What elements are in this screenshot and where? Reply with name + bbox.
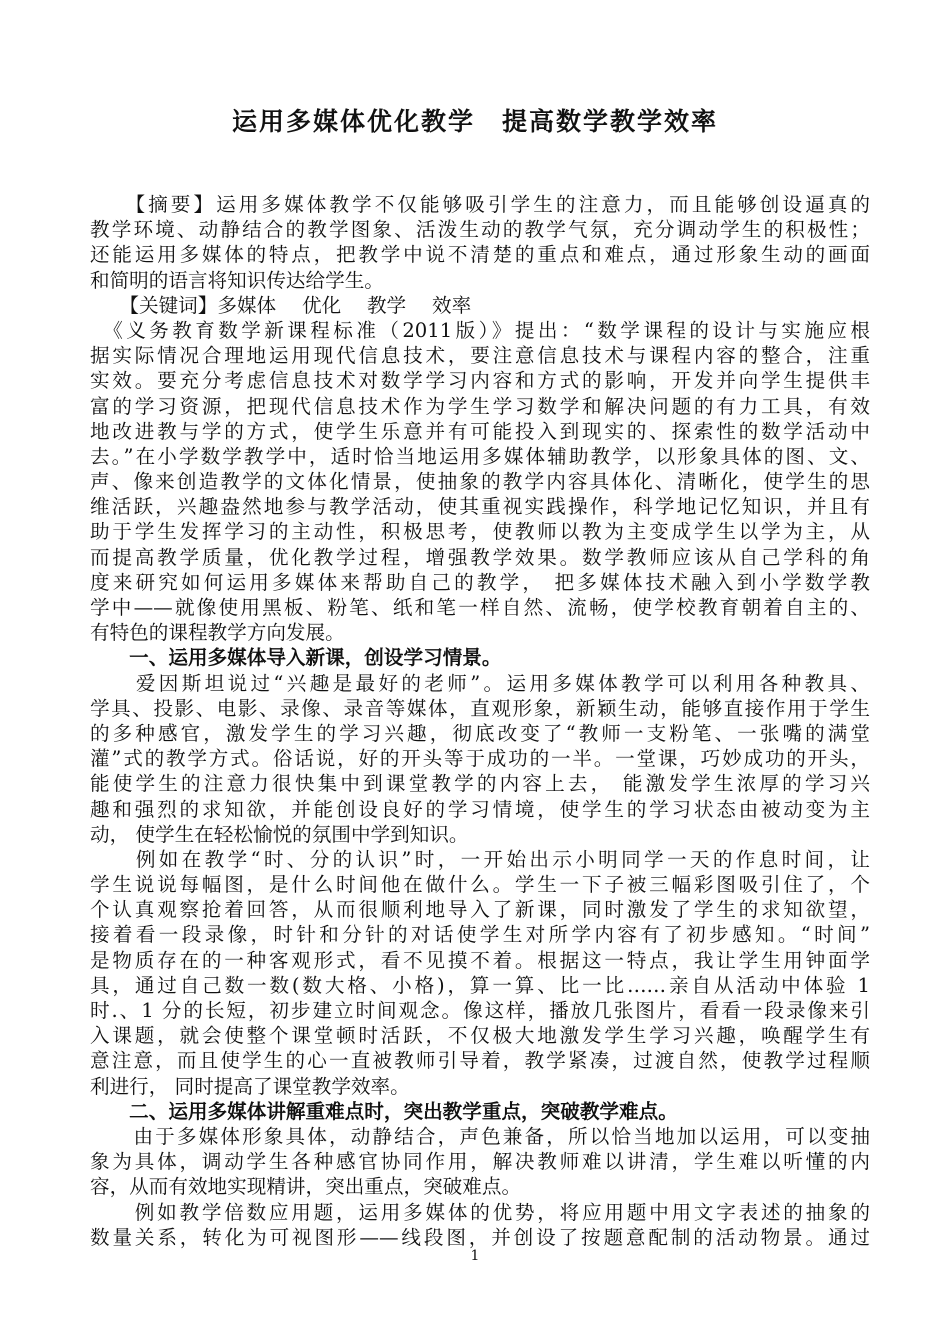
text-line: 具，通过自己数一数(数大格、小格)，算一算、比一比……亲自从活动中体验 1: [90, 973, 870, 997]
document-title: 运用多媒体优化教学 提高数学教学效率: [231, 107, 718, 136]
text-line: 维活跃，兴趣盎然地参与教学活动，使其重视实践操作，科学地记忆知识，并且有: [90, 495, 870, 519]
text-line: 利进行， 同时提高了课堂教学效率。: [90, 1074, 410, 1098]
text-line: 去。”在小学数学教学中，适时恰当地运用多媒体辅助教学，以形象具体的图、文、: [90, 444, 870, 468]
text-line: 【摘要】运用多媒体教学不仅能够吸引学生的注意力，而且能够创设逼真的: [90, 193, 870, 216]
text-line: 【关键词】多媒体 优化 教学 效率: [90, 293, 472, 317]
text-line: 助于学生发挥学习的主动性，积极思考，使教师以教为主变成学生以学为主，从: [90, 520, 870, 544]
section-heading-line: 二、运用多媒体讲解重难点时，突出教学重点，突破教学难点。: [90, 1099, 678, 1123]
text-line: 学具、投影、电影、录像、录音等媒体，直观形象，新颖生动，能够直接作用于学生: [90, 696, 870, 720]
text-line: 入课题，就会使整个课堂顿时活跃，不仅极大地激发学生学习兴趣，唤醒学生有: [90, 1024, 870, 1048]
text-line: 度来研究如何运用多媒体来帮助自己的教学， 把多媒体技术融入到小学数学教: [90, 570, 870, 594]
text-line: 爱因斯坦说过“兴趣是最好的老师”。运用多媒体教学可以利用各种教具、: [90, 671, 870, 695]
text-line: 而提高教学质量，优化教学过程，增强教学效果。数学教师应该从自己学科的角: [90, 545, 870, 569]
text-line: 的多种感官，激发学生的学习兴趣，彻底改变了“教师一支粉笔、一张嘴的满堂: [90, 721, 870, 745]
text-line: 例如教学倍数应用题，运用多媒体的优势，将应用题中用文字表述的抽象的: [90, 1200, 870, 1224]
text-line: 和简明的语言将知识传达给学生。: [90, 268, 384, 292]
text-line: 地改进教与学的方式，使学生乐意并有可能投入到现实的、探索性的数学活动中: [90, 419, 870, 443]
text-line: 实效。要充分考虑信息技术对数学学习内容和方式的影响，开发并向学生提供丰: [90, 369, 870, 393]
text-line: 时.、1 分的长短，初步建立时间观念。像这样，播放几张图片，看看一段录像来引: [90, 999, 870, 1022]
text-line: 容，从而有效地实现精讲，突出重点，突破难点。: [90, 1175, 522, 1199]
text-line: 例如在教学“时、分的认识”时，一开始出示小明同学一天的作息时间，让: [90, 847, 870, 871]
section-heading-line: 一、运用多媒体导入新课，创设学习情景。: [90, 646, 502, 670]
text-line: 灌”式的教学方式。俗话说，好的开头等于成功的一半。一堂课，巧妙成功的开头，: [90, 747, 870, 771]
text-line: 接着看一段录像，时针和分针的对话使学生对所学内容有了初步感知。“时间”: [90, 923, 870, 947]
text-line: 能使学生的注意力很快集中到课堂教学的内容上去， 能激发学生浓厚的学习兴: [90, 772, 870, 796]
text-line: 趣和强烈的求知欲，并能创设良好的学习情境，使学生的学习状态由被动变为主: [90, 797, 870, 821]
text-line: 据实际情况合理地运用现代信息技术，要注意信息技术与课程内容的整合，注重: [90, 344, 870, 368]
text-line: 是物质存在的一种客观形式，看不见摸不着。根据这一特点，我让学生用钟面学: [90, 948, 870, 972]
document-body: [90, 192, 870, 1250]
text-line: 意注意，而且使学生的心一直被教师引导着，教学紧凑，过渡自然，使教学过程顺: [90, 1049, 870, 1073]
text-line: 动， 使学生在轻松愉悦的氛围中学到知识。: [90, 822, 469, 846]
text-line: 《义务教育数学新课程标准（2011版）》提出：“数学课程的设计与实施应根: [90, 318, 870, 342]
text-line: 学生说说每幅图，是什么时间他在做什么。学生一下子被三幅彩图吸引住了，个: [90, 873, 870, 897]
text-line: 有特色的课程教学方向发展。: [90, 621, 345, 645]
page-number: 1: [470, 1248, 480, 1264]
text-line: 象为具体，调动学生各种感官协同作用，解决教师难以讲清，学生难以听懂的内: [90, 1150, 870, 1174]
text-line: 个认真观察抢着回答，从而很顺利地导入了新课，同时激发了学生的求知欲望，: [90, 898, 870, 922]
text-line: 还能运用多媒体的特点，把教学中说不清楚的重点和难点，通过形象生动的画面: [90, 243, 870, 267]
text-line: 由于多媒体形象具体，动静结合，声色兼备，所以恰当地加以运用，可以变抽: [90, 1124, 870, 1148]
text-line: 声、像来创造教学的文体化情景，使抽象的教学内容具体化、清晰化，使学生的思: [90, 470, 870, 494]
text-line: 数量关系，转化为可视图形——线段图，并创设了按题意配制的活动物景。通过: [90, 1225, 870, 1249]
text-line: 富的学习资源，把现代信息技术作为学生学习数学和解决问题的有力工具，有效: [90, 394, 870, 418]
text-line: 学中——就像使用黑板、粉笔、纸和笔一样自然、流畅，使学校教育朝着自主的、: [90, 596, 870, 619]
text-line: 教学环境、动静结合的教学图象、活泼生动的教学气氛，充分调动学生的积极性；: [90, 218, 870, 242]
